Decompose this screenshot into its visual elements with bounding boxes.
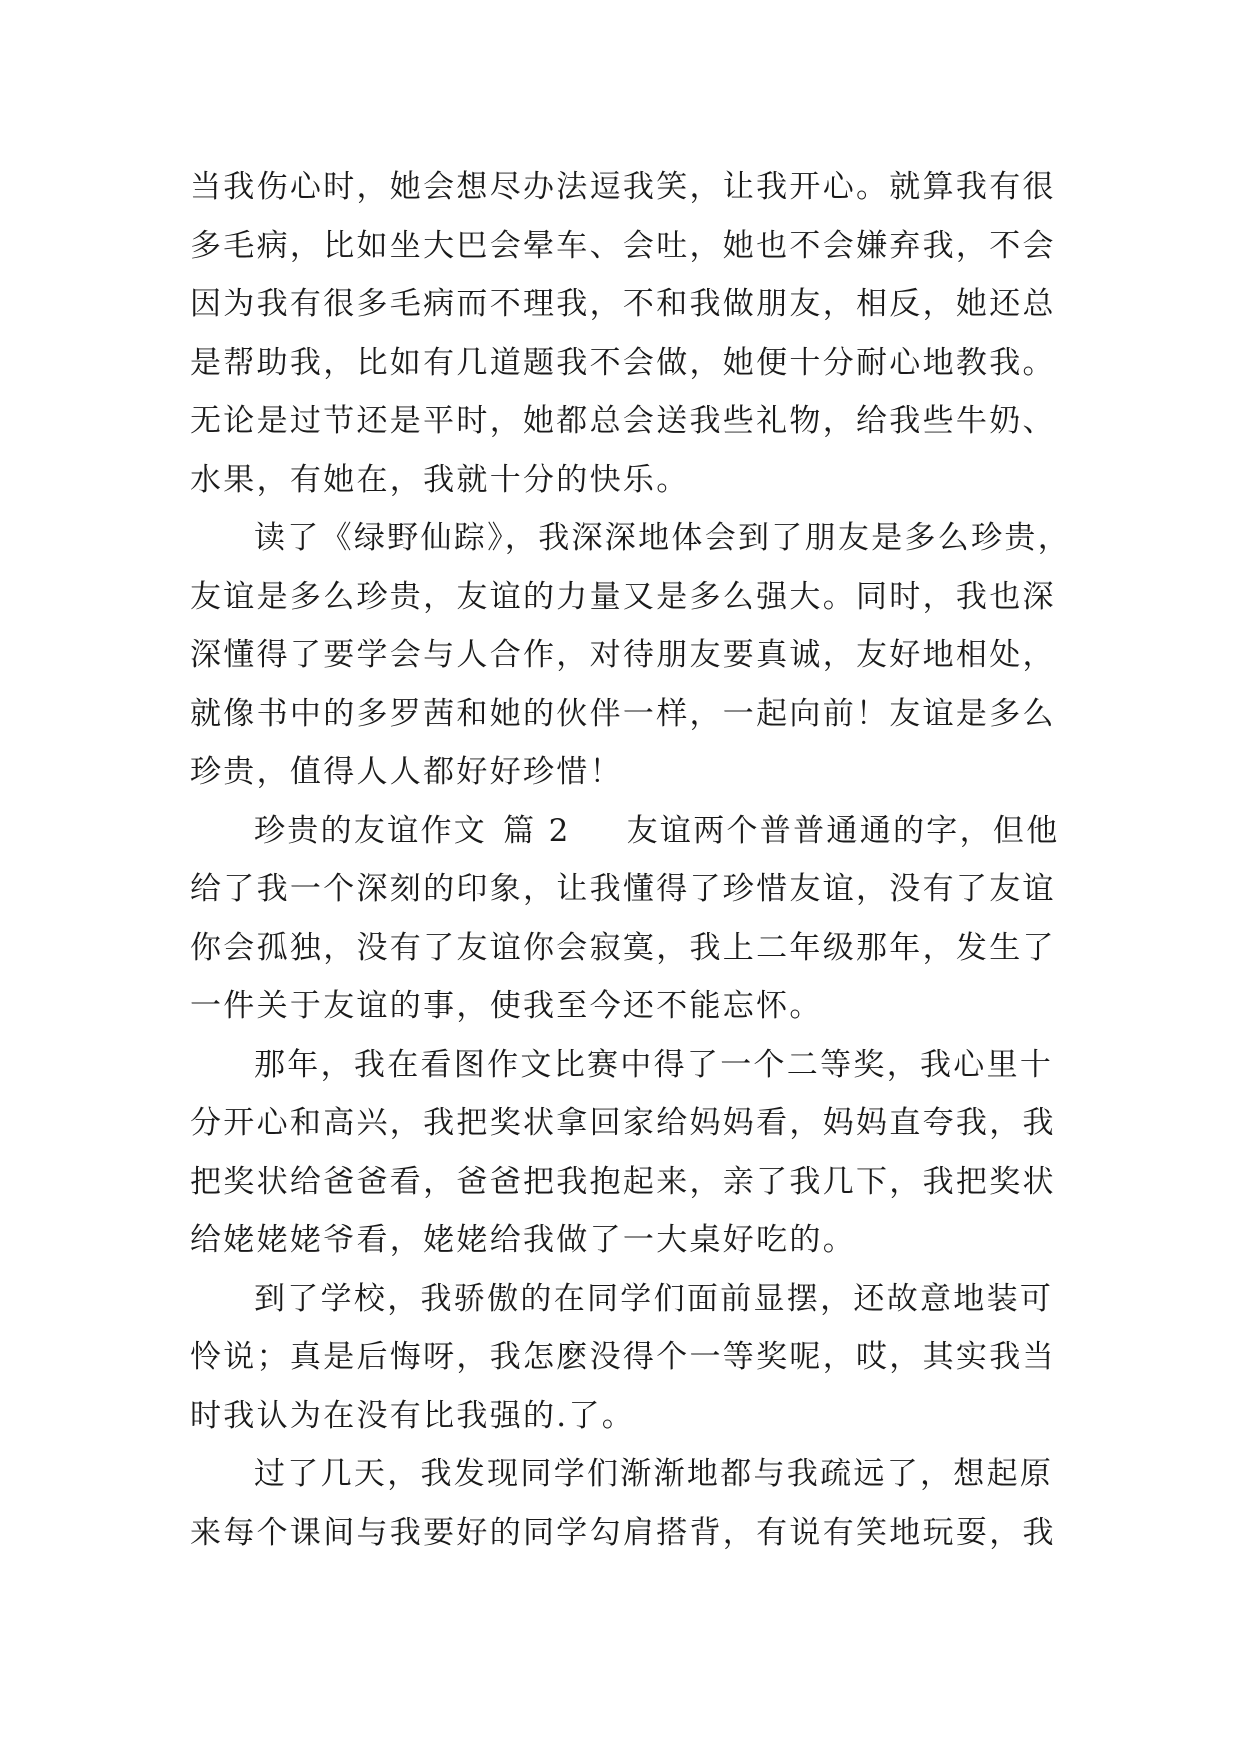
text-line: 就像书中的多罗茜和她的伙伴一样，一起向前！友谊是多么 <box>190 695 1056 732</box>
text-line: 水果，有她在，我就十分的快乐。 <box>190 461 690 498</box>
paragraph-first-line: 到了学校，我骄傲的在同学们面前显摆，还故意地装可 <box>254 1280 1054 1317</box>
text-line: 一件关于友谊的事，使我至今还不能忘怀。 <box>190 988 823 1024</box>
paragraph-first-line: 过了几天，我发现同学们渐渐地都与我疏远了，想起原 <box>254 1456 1054 1492</box>
section-heading-line <box>190 802 1070 861</box>
essay-title: 珍贵的友谊作文 <box>254 812 488 849</box>
text-line: 是帮助我，比如有几道题我不会做，她便十分耐心地教我。 <box>190 344 1056 381</box>
text-line: 给了我一个深刻的印象，让我懂得了珍惜友谊，没有了友谊 <box>190 871 1056 907</box>
text-line: 把奖状给爸爸看，爸爸把我抱起来，亲了我几下，我把奖状 <box>190 1163 1056 1200</box>
text-line: 多毛病，比如坐大巴会晕车、会吐，她也不会嫌弃我，不会 <box>190 227 1056 264</box>
heading-continuation: 友谊两个普普通通的字，但他 <box>626 812 1060 849</box>
text-line: 因为我有很多毛病而不理我，不和我做朋友，相反，她还总 <box>190 286 1056 322</box>
text-line: 友谊是多么珍贵，友谊的力量又是多么强大。同时，我也深 <box>190 578 1056 615</box>
text-line: 当我伤心时，她会想尽办法逗我笑，让我开心。就算我有很 <box>190 169 1056 205</box>
text-line: 怜说；真是后悔呀，我怎麽没得个一等奖呢，哎，其实我当 <box>190 1339 1056 1375</box>
paragraph-first-line: 读了《绿野仙踪》，我深深地体会到了朋友是多么珍贵， <box>254 520 1071 556</box>
text-line: 给姥姥姥爷看，姥姥给我做了一大桌好吃的。 <box>190 1222 856 1258</box>
text-line: 来每个课间与我要好的同学勾肩搭背，有说有笑地玩耍，我 <box>190 1514 1056 1551</box>
text-line: 深懂得了要学会与人合作，对待朋友要真诚，友好地相处， <box>190 637 1056 673</box>
text-line: 珍贵，值得人人都好好珍惜！ <box>190 754 623 790</box>
text-line: 时我认为在没有比我强的.了。 <box>190 1397 636 1434</box>
text-line: 无论是过节还是平时，她都总会送我些礼物，给我些牛奶、 <box>190 403 1056 439</box>
paragraph-first-line: 那年，我在看图作文比赛中得了一个二等奖，我心里十 <box>254 1046 1054 1083</box>
section-label: 篇 2 <box>503 812 571 849</box>
text-line: 分开心和高兴，我把奖状拿回家给妈妈看，妈妈直夸我，我 <box>190 1105 1056 1141</box>
essay-body <box>190 158 1070 1562</box>
text-line: 你会孤独，没有了友谊你会寂寞，我上二年级那年，发生了 <box>190 929 1056 966</box>
